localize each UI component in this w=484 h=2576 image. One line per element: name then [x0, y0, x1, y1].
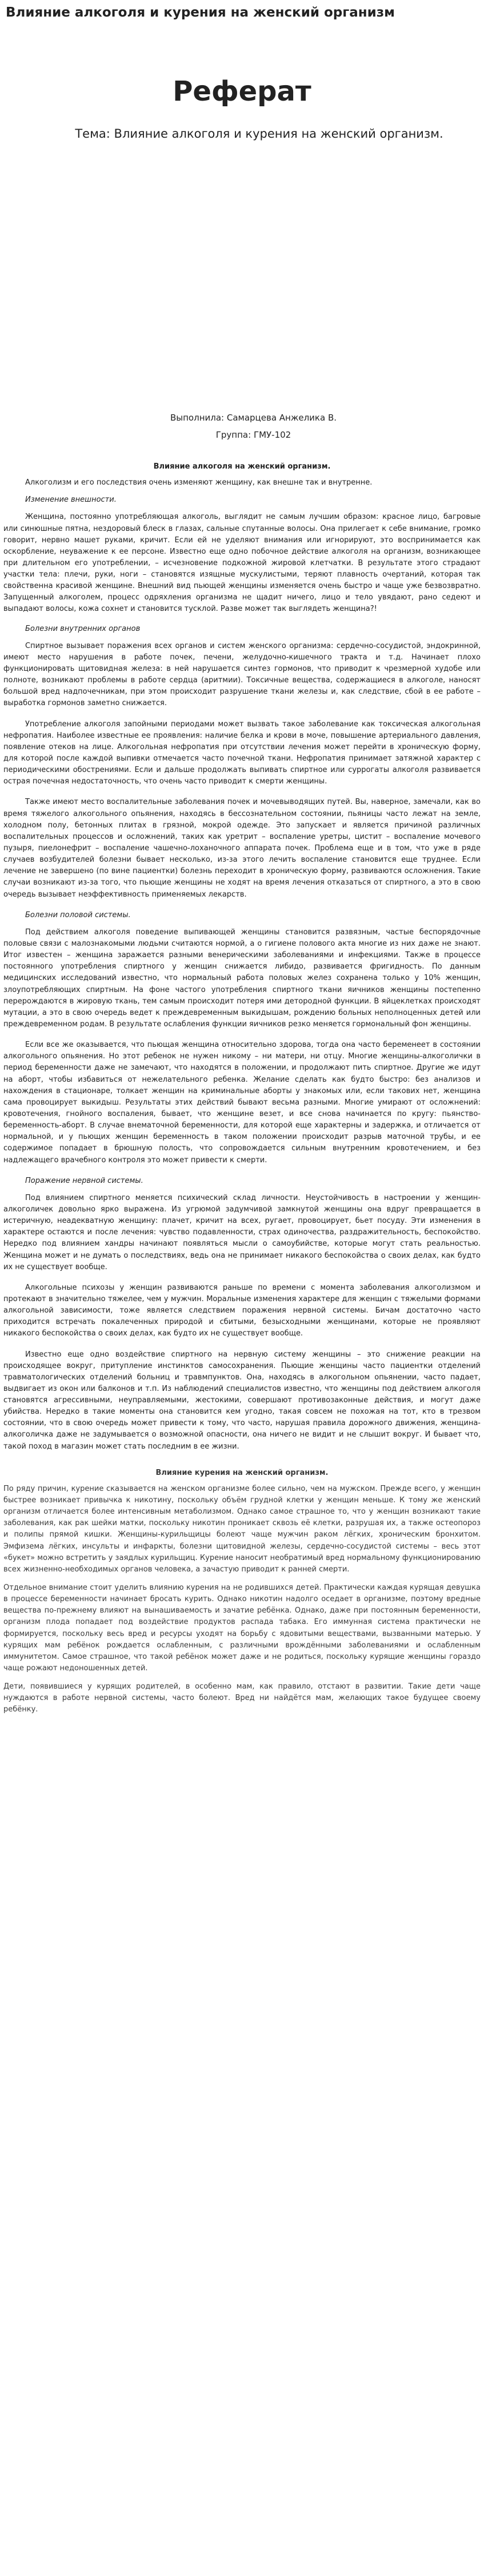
document-subtitle: Тема: Влияние алкоголя и курения на женский организм. [75, 126, 443, 141]
section-heading-alcohol: Влияние алкоголя на женский организм. [153, 462, 331, 471]
paragraph-smoking-3: Дети, появившиеся у курящих родителей, в особенно мам, как правило, отстают в развитии. Такие дети чаще нуждаются в работе нервной системы, часто болеют. Вред ни найдётся мам, желающих такое будущее своему ребёнку. [3, 1682, 481, 1714]
subheading-internal-organs: Болезни внутренних органов [25, 624, 141, 633]
section-heading-smoking: Влияние курения на женский организм. [155, 1468, 329, 1477]
cover-spacer [3, 143, 481, 411]
paragraph-appearance: Женщина, постоянно употребляющая алкоголь, выглядит не самым лучшим образом: красное лицо, багровые или синюшные пятна, нездоровый блеск в глазах, сальные спутанные волосы. Она прилегает к себе внимание, громко говорит, нервно машет руками, кричит. Если ей не уделяют внимания или игнорируют, это воспринимается как оскорбление, неуважение к ее персоне. Известно еще одно побочное действие алкоголя на организм, возникающее при длительном его употреблении, – исчезновение подкожной жировой клетчатки. В результате этого страдают участки тела: плечи, руки, ноги – становятся изящные мускулистыми, теряют плавность очертаний, которая так свойственна красивой женщине. Внешний вид пьющей женщины изменяется очень быстро и чаще уже безвозвратно. Запущенный алкоголем, процесс одряхления организма не щадит ничего, лицо и тело увядают, рано седеют и выпадают волосы, кожа сохнет и становится тусклой. Разве может так выглядеть женщина?! [3, 513, 481, 614]
group-line: Группа: ГМУ-102 [215, 429, 291, 440]
paragraph-internal-2: Употребление алкоголя запойными периодами может вызвать такое заболевание как токсическая алкогольная нефропатия. Наиболее известные ее проявления: наличие белка и крови в моче, повышение артериального давления, появление отеков на лице. Алкогольная нефропатия при отсутствии лечения может перейти в хроническую форму, для которой после каждой выпивки отмечается часто почечной ткани. Нефропатия принимает затяжной характер с периодическими обострениями. Если и дальше продолжать выпивать спиртное или суррогаты алкоголя развивается острая почечная недостаточность, что очень часто приводит к смерти женщины. [3, 719, 481, 786]
intro-paragraph: Алкоголизм и его последствия очень изменяют женщину, как внешне так и внутренне. [25, 478, 373, 487]
paragraph-smoking-2: Отдельное внимание стоит уделить влиянию курения на не родившихся детей. Практически каждая курящая девушка в процессе беременности начинает бросать курить. Однако никотин надолго оседает в организме, поэтому вредные вещества по-прежнему влияют на вынашиваемость и зачатие ребёнка. Однако, даже при постоянным беременности, организм плода попадает под воздействие продуктов распада табака. Его иммунная система практически не формируется, поскольку весь вред и ресурсы уходят на борьбу с ядовитыми веществами, вызванными матерью. У курящих мам ребёнок рождается ослабленным, с различными врождёнными заболеваниями и ослабленным иммунитетом. Самое страшное, что такой ребёнок может даже и не родиться, поскольку курящие женщины гораздо чаще рожают недоношенных детей. [3, 1583, 481, 1673]
subheading-appearance: Изменение внешности. [25, 495, 117, 505]
paragraph-reproductive-2: Если все же оказывается, что пьющая женщина относительно здорова, тогда она часто беременеет в состоянии алкогольного опьянения. Но этот ребенок не нужен никому – ни матери, ни отцу. Многие женщины-алкоголички в период беременности даже не замечают, что находятся в положении, и продолжают пить спиртное. Другие же идут на аборт, чтобы избавиться от нежелательного ребенка. Желание сделать как будто быстро: без анализов и нахождения в стационаре, толкает женщин на криминальные аборты у знакомых или, если такових нет, женщина сама провоцирует выкидыш. Результаты этих действий бывают весьма разными. Многие умирают от осложнений: кровотечения, гнойного воспаления, бывает, что женщине везет, и все снова начинается по кругу: пьянство-беременность-аборт. В случае внематочной беременности, для которой еще характерны и задержка, и отличается от нормальной, и у пьющих женщин беременность в таком положении происходит разрыв маточной трубы, и ее содержимое попадает в брюшную полость, что сопровождается сильным внутренним кровотечением, и без надлежащего врачебного контроля это может привести к смерти. [3, 1041, 481, 1165]
author-line: Выполнила: Самарцева Анжелика В. [170, 413, 337, 423]
paragraph-internal-1: Спиртное вызывает поражения всех органов и систем женского организма: сердечно-сосудистой, эндокринной, имеют место нарушения в работе почек, печени, желудочно-кишечного тракта и т.д. Начинает плохо функционировать щитовидная железа: в ней нарушается синтез гормонов, что приводит к чрезмерной худобе или полноте, возникают проблемы в работе сердца (аритмии). Токсичные вещества, содержащиеся в алкоголе, наносят большой вред надпочечникам, при этом происходит разрушение ткани железы и, как следствие, сбой в ее работе – выработка гормонов заметно снижается. [3, 641, 481, 708]
subheading-nervous: Поражение нервной системы. [25, 1176, 143, 1185]
document-page [0, 2, 484, 1716]
document-title: Реферат [173, 75, 311, 107]
paragraph-nervous-2: Алкогольные психозы у женщин развиваются раньше по времени с момента заболевания алкоголизмом и протекают в значительно тяжелее, чем у мужчин. Моральные изменения характере для женщин с тяжелыми формами алкогольной зависимости, тоже является следствием поражения нервной системы. Бичам достаточно часто приходится встречать покалеченных природой и сбитыми, безысходными женщинами, которые не проявляют никакого беспокойства о своих делах, как будто их не существует вообще. [3, 1283, 481, 1338]
smoking-section [3, 1467, 481, 1716]
paragraph-nervous-1: Под влиянием спиртного меняется психический склад личности. Неустойчивость в настроении у женщин-алкоголичек довольно ярко выражена. Из угрюмой задумчивой замкнутой женщины она вдруг превращается в истеричную, неадекватную женщину: плачет, кричит на всех, ругает, провоцирует, бьет посуду. Эти изменения в характере остаются и после лечения: чувство подавленности, страх одиночества, раздражительность, беспокойство. Нередко под влиянием хандры начинают появляться мысли о самоубийстве, которые могут стать реальностью. Женщина может и не думать о последствиях, ведь она не принимает никакого беспокойства о своих делах, как будто их не существует вообще. [3, 1193, 481, 1271]
site-title: Влияние алкоголя и курения на женский организм [6, 5, 395, 20]
paragraph-nervous-3: Известно еще одно воздействие спиртного на нервную систему женщины – это снижение реакции на происходящее вокруг, притупление инстинктов самосохранения. Пьющие женщины часто пациентки отделений травматологических отделений больниц и травмпунктов. Она, находясь в алкогольном опьянении, часто падает, выдвигает из окон или балконов и т.п. Из наблюдений специалистов известно, что женщины под действием алкоголя становятся агрессивными, неуправляемыми, жестокими, совершают противозаконные действия, и могут даже убийства. Нередко в такие моменты она становится кем угодно, такая совсем не похожая на тот, кто в трезвом состоянии, что в свою очередь может привести к тому, что часто, нарушая правила дорожного движения, женщина-алкоголичка даже не задумывается о возможной опасности, она ничего не видит и не слышит вокруг. И бывает что, такой поход в магазин может стать последним в ее жизни. [3, 1350, 481, 1451]
paragraph-smoking-1: По ряду причин, курение сказывается на женском организме более сильно, чем на мужском. Прежде всего, у женщин быстрее возникает привычка к никотину, поскольку объём грудной клетки у женщин меньше. К тому же женский организм отличается более интенсивным метаболизмом. Однако самое страшное то, что у женщин возникают такие заболевания, как рак шейки матки, поскольку никотин проникает сквозь её клетки, разрушая их, а также остеопороз и полипы прямой кишки. Женщины-курильщицы болеют чаще мужчин раком лёгких, хроническим бронхитом. Эмфизема лёгких, инсульты и инфаркты, болезни щитовидной железы, сердечно-сосудистой системы – весь этот «букет» можно встретить у заядлых курильщиц. Курение наносит необратимый вред нормальному функционированию всех жизненно-необходимых органов человека, а зачастую приводит к ранней смерти. [3, 1484, 481, 1574]
subheading-reproductive: Болезни половой системы. [25, 910, 131, 919]
paragraph-internal-3: Также имеют место воспалительные заболевания почек и мочевыводящих путей. Вы, наверное, замечали, как во время тяжелого алкогольного опьянения, находясь в бессознательном состоянии, пьяницы часто лежат на земле, холодном полу, бетонных плитах в грязной, мокрой одежде. Это запускает и является причиной различных воспалительных процессов и осложнений, таких как уретрит – воспаление уретры, цистит – воспаление мочевого пузыря, пиелонефрит – воспаление чашечно-лоханочного аппарата почек. Проблема еще и в том, что уже в ряде случаев возбудителей болезни бывает несколько, из-за этого лечить воспаление становится еще труднее. Если лечение не завершено (по вине пациентки) болезнь переходит в хроническую форму, развиваются осложнения. Такие случаи возникают из-за того, что пьющие женщины не ходят на время лечения отказаться от спиртного, а это в свою очередь вызывает неэффективность применяемых лекарств. [3, 798, 481, 899]
paragraph-reproductive-1: Под действием алкоголя поведение выпивающей женщины становится развязным, частые беспорядочные половые связи с малознакомыми людьми считаются нормой, а о гигиене полового акта многие из них даже не знают. Итог известен – женщина заражается разными венерическими заболеваниями и инфекциями. Также в процессе постоянного употребления спиртного у женщин снижается либидо, развивается фригидность. По данным медицинских исследований известно, что нормальный работа половых желез сохранена только у 10% женщин, злоупотребляющих спиртным. На фоне частого употребления спиртного ткани яичников женщины постепенно перерождаются в жировую ткань, тем самым происходит потеря ими детородной функции. В яйцеклетках происходят мутации, а это в свою очередь ведет к преждевременным выкидышам, рождению больных неполноценных детей или преждевременном родам. В результате ослабления функции яичников резко меняется гормональный фон женщины. [3, 927, 481, 1029]
